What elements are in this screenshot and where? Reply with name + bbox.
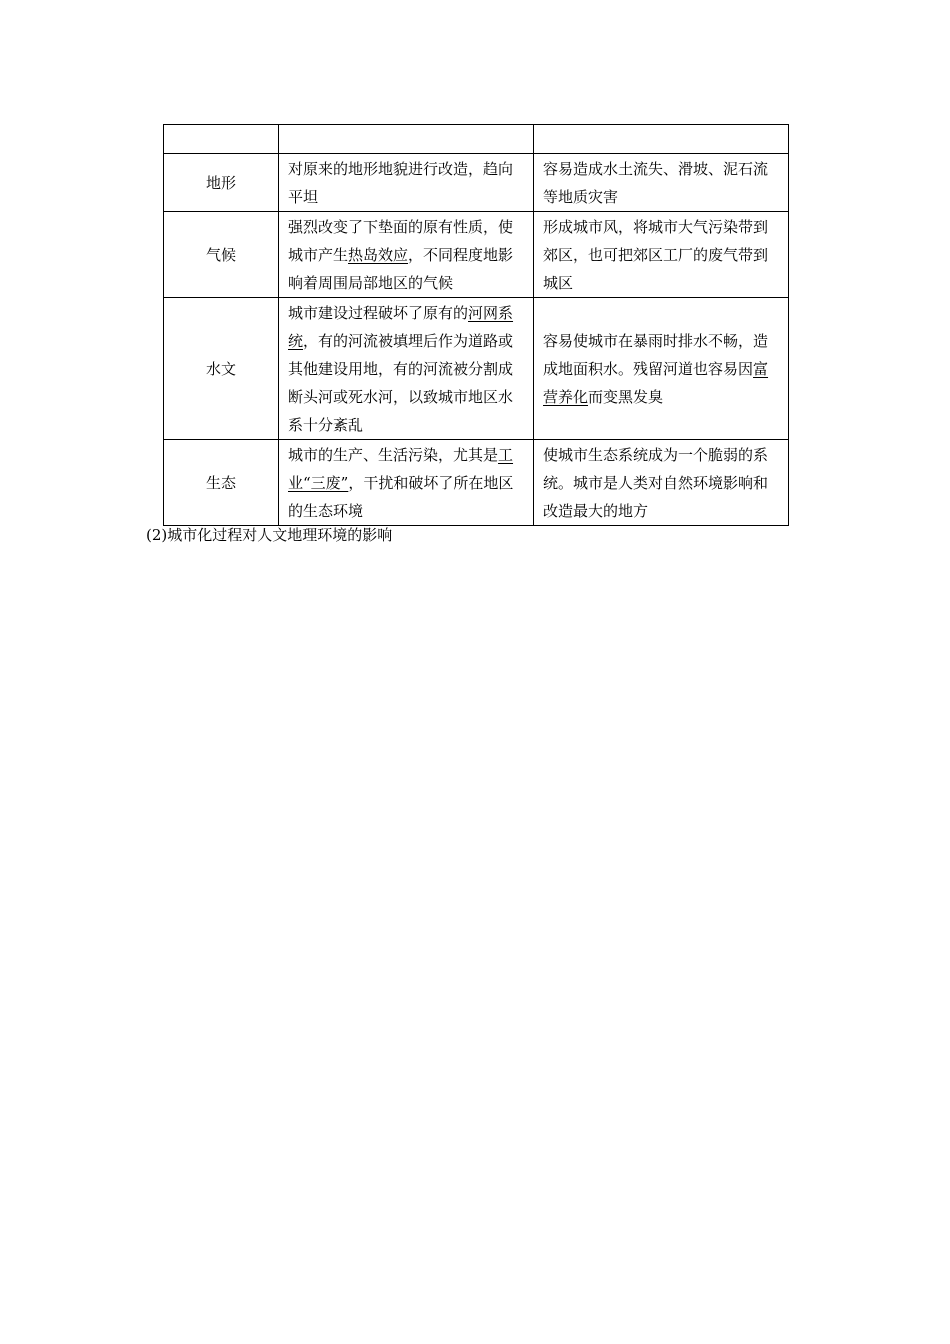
- row-label-terrain: 地形: [164, 154, 279, 212]
- effect-cell: [534, 212, 789, 298]
- row-label-ecology: 生态: [164, 440, 279, 526]
- table-row: [164, 212, 789, 298]
- table-row: [164, 440, 789, 526]
- cause-text: ，有的河流被填埋后作为道路或其他建设用地，有的河流被分割成断头河或死水河，以致城市地区水系十分紊乱: [288, 331, 514, 434]
- row-label-climate: 气候: [164, 212, 279, 298]
- cause-text: ，干扰和破坏了所在地区的生态环境: [288, 473, 514, 520]
- cause-cell: [279, 212, 534, 298]
- effect-text: 而变黑发臭: [588, 387, 664, 406]
- cause-cell: [279, 440, 534, 526]
- cause-text: 对原来的地形地貌进行改造，趋向平坦: [288, 159, 514, 206]
- geography-impact-table: [163, 124, 789, 526]
- key-term-underlined: 富营养化: [543, 359, 769, 406]
- effect-cell: [534, 298, 789, 440]
- effect-text: 容易造成水土流失、滑坡、泥石流等地质灾害: [543, 159, 769, 206]
- effect-cell: [534, 154, 789, 212]
- key-term-underlined: 工业“三废”: [288, 445, 514, 492]
- cause-text: 城市建设过程破坏了原有的: [288, 303, 469, 322]
- header-cell-effect: [534, 125, 789, 154]
- cause-text: 城市的生产、生活污染，尤其是: [288, 445, 499, 464]
- cause-text: 强烈改变了下垫面的原有性质，使城市产生: [288, 217, 514, 264]
- cause-cell: [279, 154, 534, 212]
- effect-text: 容易使城市在暴雨时排水不畅，造成地面积水。残留河道也容易因: [543, 331, 769, 378]
- header-cell-cause: [279, 125, 534, 154]
- effect-cell: [534, 440, 789, 526]
- cause-text: ，不同程度地影响着周围局部地区的气候: [288, 245, 514, 292]
- section-caption: (2)城市化过程对人文地理环境的影响: [146, 526, 393, 544]
- effect-text: 形成城市风，将城市大气污染带到郊区，也可把郊区工厂的废气带到城区: [543, 217, 769, 292]
- effect-text: 使城市生态系统成为一个脆弱的系统。城市是人类对自然环境影响和改造最大的地方: [543, 445, 769, 520]
- cause-cell: [279, 298, 534, 440]
- table-row: [164, 298, 789, 440]
- row-label-hydrology: 水文: [164, 298, 279, 440]
- header-cell-aspect: [164, 125, 279, 154]
- key-term-underlined: 河网系统: [288, 303, 514, 350]
- table-row: [164, 154, 789, 212]
- table-header-row: [164, 125, 789, 154]
- key-term-underlined: 热岛效应: [348, 245, 409, 264]
